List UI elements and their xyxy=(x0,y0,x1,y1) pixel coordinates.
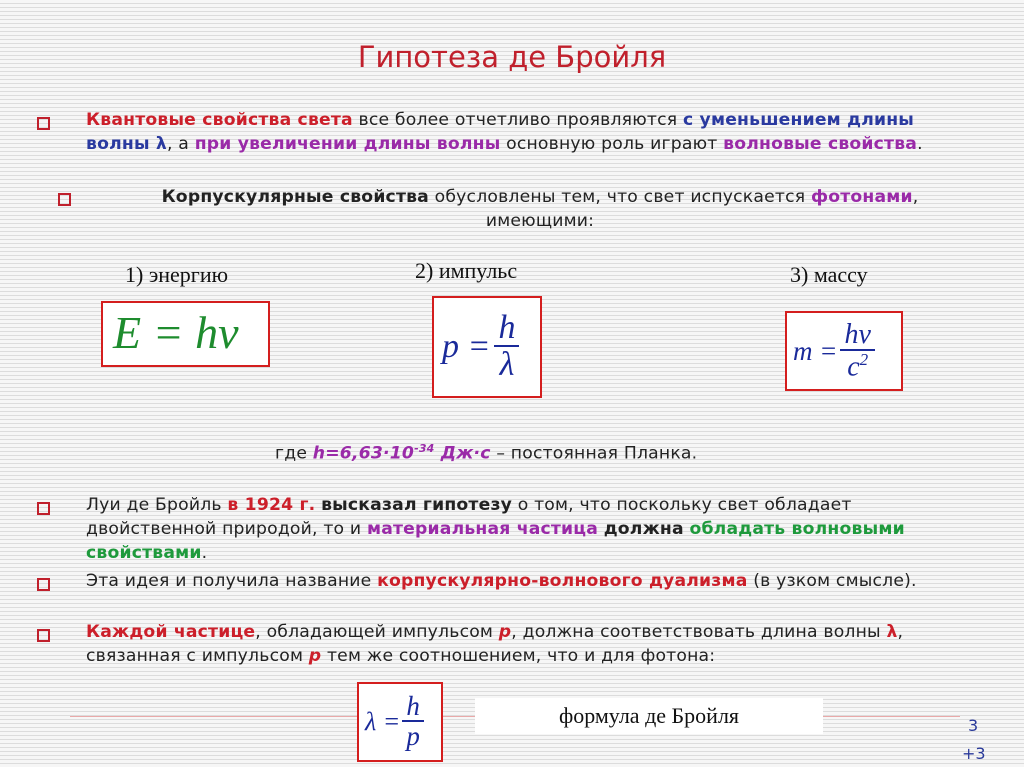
page-number: 3 xyxy=(968,716,979,735)
formula-momentum: p = $\frac{h}{\lambda}$ xyxy=(442,306,519,388)
formula-energy-box xyxy=(101,301,270,367)
paragraph-every-particle: Каждой частице, обладающей импульсом p, должна соответствовать длина волны λ, связанная с импульсом p тем же соотношением, что и для фотона: xyxy=(86,622,904,666)
bullet-square-icon xyxy=(37,578,50,591)
page-extra: +3 xyxy=(962,744,986,763)
formula-caption: формула де Бройля xyxy=(558,703,740,728)
paragraph-quantum-light: Квантовые свойства света все более отчетливо проявляются с уменьшением длины волны λ, а при увеличении длины волны основную роль играют волновые свойства. xyxy=(86,110,923,154)
formula-de-broglie-box xyxy=(357,682,443,762)
label-momentum: 2) импульс xyxy=(415,258,518,283)
label-energy: 1) энергию xyxy=(125,262,229,287)
planck-constant-line: где $h=6,63\cdot 10^{-34}$ Дж·с – постоянная Планка. xyxy=(275,442,698,464)
bullet-square-icon xyxy=(58,193,71,206)
label-mass: 3) массу xyxy=(790,262,868,287)
formula-mass-box xyxy=(785,311,903,391)
formula-de-broglie: λ = $\frac{h}{p}$ xyxy=(365,686,424,758)
formula-momentum-box xyxy=(432,296,542,398)
paragraph-corpuscular: Корпускулярные свойства обусловлены тем, что свет испускается фотонами, имеющими: xyxy=(161,187,919,231)
paragraph-dualism: Эта идея и получила название корпускулярно-волнового дуализма (в узком смысле). xyxy=(86,571,917,591)
paragraph-de-broglie-hypothesis: Луи де Бройль в 1924 г. высказал гипотезу о том, что поскольку свет обладает двойственной природой, то и материальная частица должна обладать волновыми свойствами. xyxy=(86,495,905,563)
bullet-square-icon xyxy=(37,629,50,642)
formula-caption-box xyxy=(475,698,823,734)
bullet-square-icon xyxy=(37,502,50,515)
bullet-square-icon xyxy=(37,117,50,130)
formula-mass: m = $\frac{h\nu}{c^2}$ xyxy=(793,317,875,385)
formula-energy: E = hν xyxy=(113,307,239,358)
page-title: Гипотеза де Бройля xyxy=(357,40,667,74)
